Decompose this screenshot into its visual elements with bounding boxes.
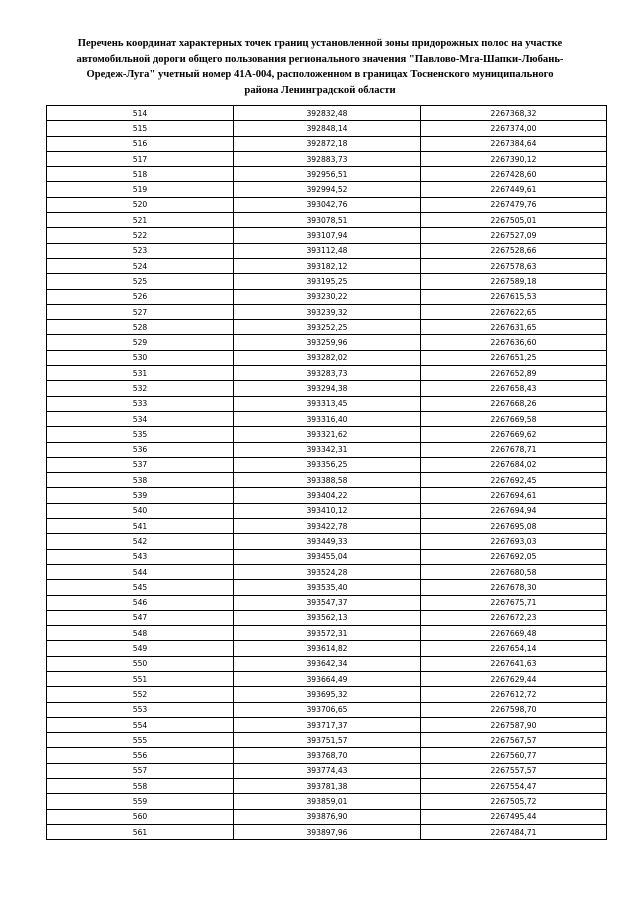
y-coordinate-cell: 2267695,08: [421, 519, 607, 534]
table-row: [47, 411, 607, 426]
x-coordinate-cell: 393282,02: [234, 350, 421, 365]
title-line: Оредеж-Луга" учетный номер 41А-004, расположенном в границах Тосненского муниципального: [86, 69, 554, 80]
x-coordinate-cell: 393768,70: [234, 748, 421, 763]
y-coordinate-cell: 2267612,72: [421, 687, 607, 702]
point-number-cell: 552: [47, 687, 234, 702]
x-coordinate-cell: 392848,14: [234, 121, 421, 136]
x-coordinate-cell: 393781,38: [234, 779, 421, 794]
table-row: [47, 488, 607, 503]
point-number-cell: 535: [47, 427, 234, 442]
table-row: [47, 503, 607, 518]
title-line: района Ленинградской области: [244, 84, 396, 96]
x-coordinate-cell: 393664,49: [234, 671, 421, 686]
y-coordinate-cell: 2267484,71: [421, 824, 607, 839]
table-row: [47, 687, 607, 702]
table-row: [47, 258, 607, 273]
point-number-cell: 524: [47, 258, 234, 273]
table-row: [47, 381, 607, 396]
point-number-cell: 516: [47, 136, 234, 151]
y-coordinate-cell: 2267636,60: [421, 335, 607, 350]
table-row: [47, 121, 607, 136]
x-coordinate-cell: 393572,31: [234, 626, 421, 641]
y-coordinate-cell: 2267678,30: [421, 580, 607, 595]
point-number-cell: 522: [47, 228, 234, 243]
y-coordinate-cell: 2267567,57: [421, 733, 607, 748]
y-coordinate-cell: 2267694,61: [421, 488, 607, 503]
table-row: [47, 534, 607, 549]
point-number-cell: 536: [47, 442, 234, 457]
x-coordinate-cell: 392956,51: [234, 167, 421, 182]
table-row: [47, 733, 607, 748]
x-coordinate-cell: 393078,51: [234, 213, 421, 228]
coordinates-table-body: [47, 106, 607, 840]
y-coordinate-cell: 2267651,25: [421, 350, 607, 365]
point-number-cell: 520: [47, 197, 234, 212]
x-coordinate-cell: 393876,90: [234, 809, 421, 824]
x-coordinate-cell: 392872,18: [234, 136, 421, 151]
point-number-cell: 560: [47, 809, 234, 824]
coordinates-table: [46, 105, 607, 840]
y-coordinate-cell: 2267495,44: [421, 809, 607, 824]
table-row: [47, 228, 607, 243]
table-row: [47, 197, 607, 212]
title-line: Перечень координат характерных точек границ установленной зоны придорожных полос на участке: [77, 38, 563, 49]
x-coordinate-cell: 393230,22: [234, 289, 421, 304]
point-number-cell: 545: [47, 580, 234, 595]
point-number-cell: 537: [47, 457, 234, 472]
y-coordinate-cell: 2267615,53: [421, 289, 607, 304]
table-row: [47, 717, 607, 732]
y-coordinate-cell: 2267527,09: [421, 228, 607, 243]
point-number-cell: 542: [47, 534, 234, 549]
table-row: [47, 274, 607, 289]
x-coordinate-cell: 393321,62: [234, 427, 421, 442]
x-coordinate-cell: 393404,22: [234, 488, 421, 503]
point-number-cell: 533: [47, 396, 234, 411]
table-row: [47, 626, 607, 641]
point-number-cell: 551: [47, 671, 234, 686]
y-coordinate-cell: 2267587,90: [421, 717, 607, 732]
point-number-cell: 556: [47, 748, 234, 763]
table-row: [47, 167, 607, 182]
y-coordinate-cell: 2267672,23: [421, 610, 607, 625]
table-row: [47, 549, 607, 564]
point-number-cell: 557: [47, 763, 234, 778]
x-coordinate-cell: 393042,76: [234, 197, 421, 212]
table-row: [47, 748, 607, 763]
table-row: [47, 442, 607, 457]
y-coordinate-cell: 2267449,61: [421, 182, 607, 197]
table-row: [47, 702, 607, 717]
table-row: [47, 106, 607, 121]
table-row: [47, 595, 607, 610]
x-coordinate-cell: 393859,01: [234, 794, 421, 809]
table-row: [47, 473, 607, 488]
point-number-cell: 554: [47, 717, 234, 732]
point-number-cell: 544: [47, 564, 234, 579]
y-coordinate-cell: 2267479,76: [421, 197, 607, 212]
table-row: [47, 641, 607, 656]
x-coordinate-cell: 393195,25: [234, 274, 421, 289]
y-coordinate-cell: 2267560,77: [421, 748, 607, 763]
table-row: [47, 671, 607, 686]
y-coordinate-cell: 2267390,12: [421, 151, 607, 166]
x-coordinate-cell: 393897,96: [234, 824, 421, 839]
point-number-cell: 534: [47, 411, 234, 426]
y-coordinate-cell: 2267368,32: [421, 106, 607, 121]
x-coordinate-cell: 393182,12: [234, 258, 421, 273]
point-number-cell: 549: [47, 641, 234, 656]
point-number-cell: 528: [47, 320, 234, 335]
x-coordinate-cell: 393449,33: [234, 534, 421, 549]
point-number-cell: 558: [47, 779, 234, 794]
x-coordinate-cell: 393294,38: [234, 381, 421, 396]
y-coordinate-cell: 2267505,72: [421, 794, 607, 809]
x-coordinate-cell: 393388,58: [234, 473, 421, 488]
point-number-cell: 541: [47, 519, 234, 534]
x-coordinate-cell: 393535,40: [234, 580, 421, 595]
point-number-cell: 517: [47, 151, 234, 166]
x-coordinate-cell: 392994,52: [234, 182, 421, 197]
point-number-cell: 547: [47, 610, 234, 625]
x-coordinate-cell: 393422,78: [234, 519, 421, 534]
table-row: [47, 396, 607, 411]
y-coordinate-cell: 2267384,64: [421, 136, 607, 151]
point-number-cell: 559: [47, 794, 234, 809]
x-coordinate-cell: 393252,25: [234, 320, 421, 335]
x-coordinate-cell: 393614,82: [234, 641, 421, 656]
point-number-cell: 521: [47, 213, 234, 228]
point-number-cell: 561: [47, 824, 234, 839]
point-number-cell: 514: [47, 106, 234, 121]
y-coordinate-cell: 2267578,63: [421, 258, 607, 273]
y-coordinate-cell: 2267631,65: [421, 320, 607, 335]
x-coordinate-cell: 393283,73: [234, 366, 421, 381]
point-number-cell: 540: [47, 503, 234, 518]
table-row: [47, 779, 607, 794]
point-number-cell: 550: [47, 656, 234, 671]
point-number-cell: 555: [47, 733, 234, 748]
table-row: [47, 289, 607, 304]
x-coordinate-cell: 392832,48: [234, 106, 421, 121]
y-coordinate-cell: 2267668,26: [421, 396, 607, 411]
point-number-cell: 527: [47, 304, 234, 319]
table-row: [47, 794, 607, 809]
x-coordinate-cell: 393695,32: [234, 687, 421, 702]
table-row: [47, 763, 607, 778]
x-coordinate-cell: 393717,37: [234, 717, 421, 732]
x-coordinate-cell: 393313,45: [234, 396, 421, 411]
x-coordinate-cell: 393751,57: [234, 733, 421, 748]
y-coordinate-cell: 2267622,65: [421, 304, 607, 319]
y-coordinate-cell: 2267684,02: [421, 457, 607, 472]
point-number-cell: 532: [47, 381, 234, 396]
y-coordinate-cell: 2267554,47: [421, 779, 607, 794]
point-number-cell: 515: [47, 121, 234, 136]
x-coordinate-cell: 393455,04: [234, 549, 421, 564]
point-number-cell: 531: [47, 366, 234, 381]
table-row: [47, 457, 607, 472]
table-row: [47, 580, 607, 595]
y-coordinate-cell: 2267694,94: [421, 503, 607, 518]
point-number-cell: 518: [47, 167, 234, 182]
table-row: [47, 304, 607, 319]
point-number-cell: 523: [47, 243, 234, 258]
y-coordinate-cell: 2267598,70: [421, 702, 607, 717]
x-coordinate-cell: 393316,40: [234, 411, 421, 426]
y-coordinate-cell: 2267658,43: [421, 381, 607, 396]
table-row: [47, 519, 607, 534]
x-coordinate-cell: 393342,31: [234, 442, 421, 457]
table-row: [47, 335, 607, 350]
y-coordinate-cell: 2267669,58: [421, 411, 607, 426]
title-line: автомобильной дороги общего пользования регионального значения "Павлово-Мга-Шапки-Любань-: [76, 53, 564, 65]
point-number-cell: 530: [47, 350, 234, 365]
y-coordinate-cell: 2267669,48: [421, 626, 607, 641]
point-number-cell: 543: [47, 549, 234, 564]
point-number-cell: 548: [47, 626, 234, 641]
table-row: [47, 809, 607, 824]
y-coordinate-cell: 2267693,03: [421, 534, 607, 549]
point-number-cell: 529: [47, 335, 234, 350]
point-number-cell: 538: [47, 473, 234, 488]
y-coordinate-cell: 2267557,57: [421, 763, 607, 778]
y-coordinate-cell: 2267692,45: [421, 473, 607, 488]
point-number-cell: 539: [47, 488, 234, 503]
y-coordinate-cell: 2267641,63: [421, 656, 607, 671]
x-coordinate-cell: 393774,43: [234, 763, 421, 778]
point-number-cell: 519: [47, 182, 234, 197]
y-coordinate-cell: 2267652,89: [421, 366, 607, 381]
x-coordinate-cell: 393547,37: [234, 595, 421, 610]
y-coordinate-cell: 2267692,05: [421, 549, 607, 564]
point-number-cell: 546: [47, 595, 234, 610]
y-coordinate-cell: 2267428,60: [421, 167, 607, 182]
table-row: [47, 182, 607, 197]
x-coordinate-cell: 392883,73: [234, 151, 421, 166]
table-row: [47, 320, 607, 335]
table-row: [47, 243, 607, 258]
table-row: [47, 824, 607, 839]
x-coordinate-cell: 393239,32: [234, 304, 421, 319]
table-row: [47, 564, 607, 579]
table-row: [47, 610, 607, 625]
y-coordinate-cell: 2267589,18: [421, 274, 607, 289]
y-coordinate-cell: 2267680,58: [421, 564, 607, 579]
table-row: [47, 427, 607, 442]
x-coordinate-cell: 393112,48: [234, 243, 421, 258]
point-number-cell: 525: [47, 274, 234, 289]
x-coordinate-cell: 393259,96: [234, 335, 421, 350]
x-coordinate-cell: 393107,94: [234, 228, 421, 243]
table-row: [47, 213, 607, 228]
y-coordinate-cell: 2267678,71: [421, 442, 607, 457]
table-row: [47, 656, 607, 671]
y-coordinate-cell: 2267675,71: [421, 595, 607, 610]
y-coordinate-cell: 2267505,01: [421, 213, 607, 228]
table-row: [47, 366, 607, 381]
x-coordinate-cell: 393562,13: [234, 610, 421, 625]
x-coordinate-cell: 393410,12: [234, 503, 421, 518]
y-coordinate-cell: 2267669,62: [421, 427, 607, 442]
x-coordinate-cell: 393356,25: [234, 457, 421, 472]
table-row: [47, 151, 607, 166]
point-number-cell: 526: [47, 289, 234, 304]
y-coordinate-cell: 2267528,66: [421, 243, 607, 258]
document-title: [40, 36, 600, 98]
x-coordinate-cell: 393706,65: [234, 702, 421, 717]
y-coordinate-cell: 2267629,44: [421, 671, 607, 686]
table-row: [47, 350, 607, 365]
x-coordinate-cell: 393524,28: [234, 564, 421, 579]
y-coordinate-cell: 2267654,14: [421, 641, 607, 656]
y-coordinate-cell: 2267374,00: [421, 121, 607, 136]
point-number-cell: 553: [47, 702, 234, 717]
table-row: [47, 136, 607, 151]
x-coordinate-cell: 393642,34: [234, 656, 421, 671]
